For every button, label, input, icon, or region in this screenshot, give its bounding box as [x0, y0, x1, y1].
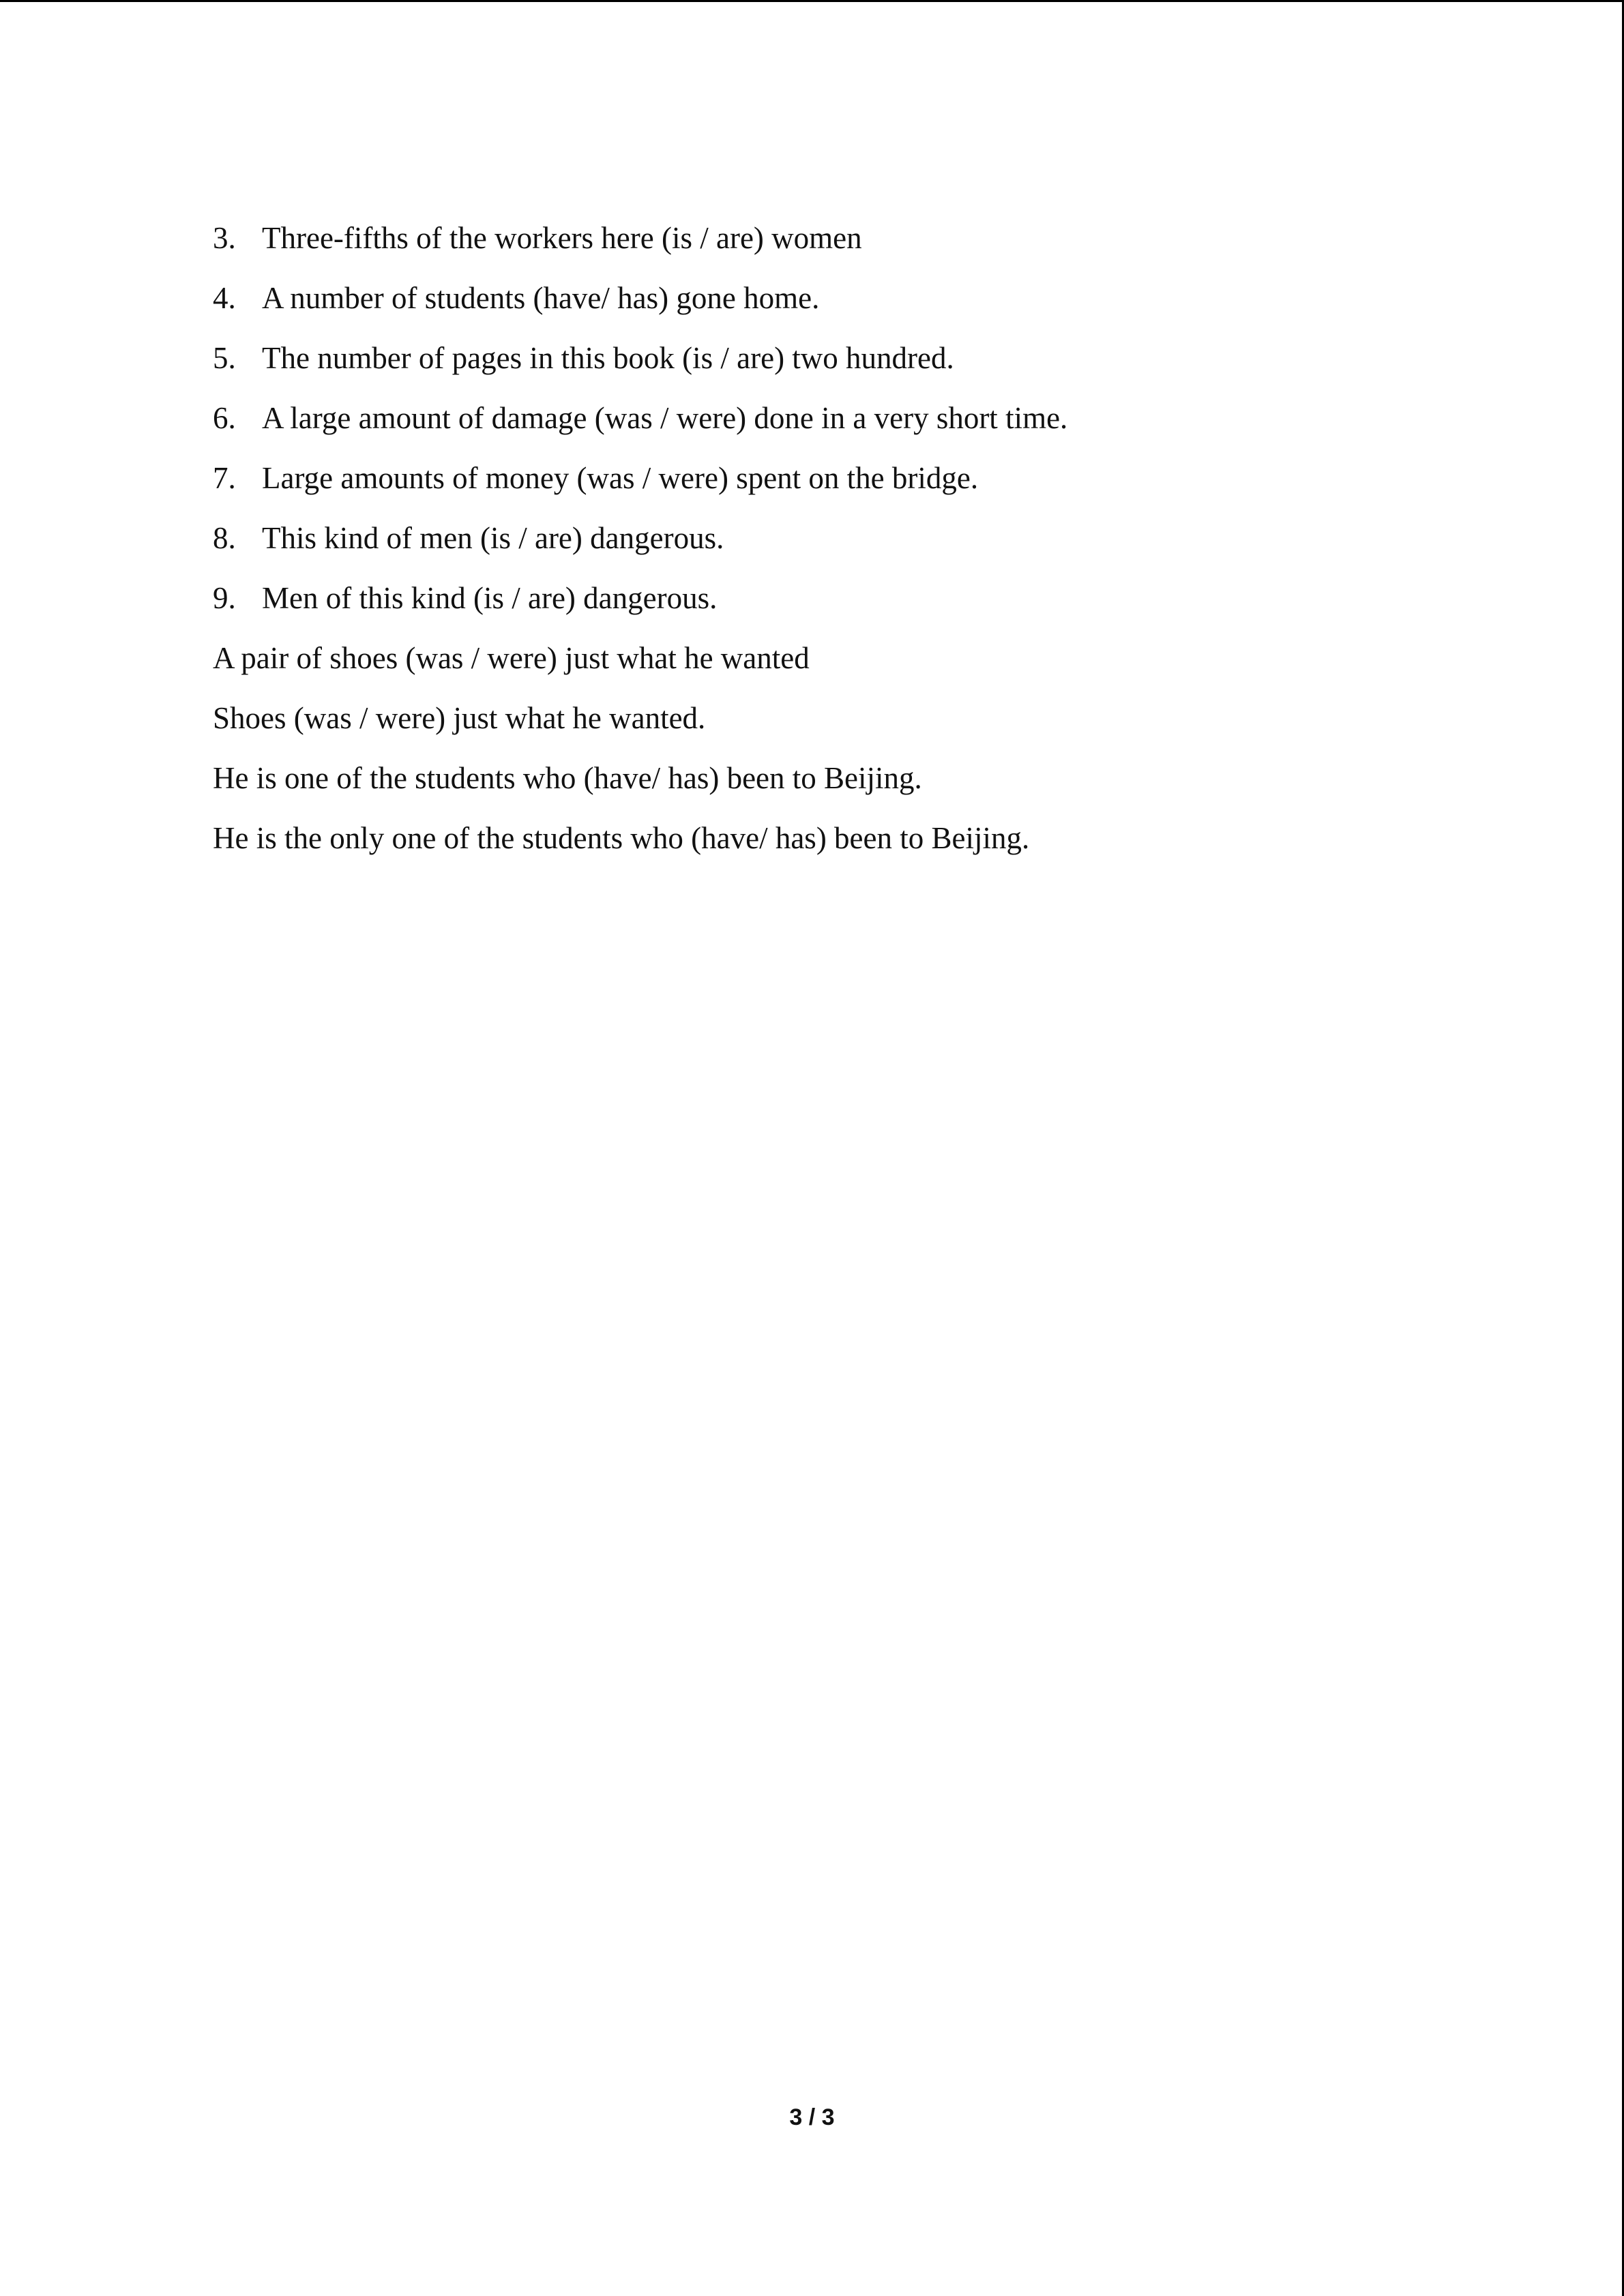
sentence-text: He is the only one of the students who (have/ has) been to Beijing.	[213, 821, 1030, 855]
exercise-item-6	[213, 393, 1509, 453]
exercise-item-8	[213, 513, 1509, 573]
item-text: A number of students (have/ has) gone home.	[262, 281, 820, 315]
page-number: 3 / 3	[789, 2104, 835, 2130]
exercise-sentence	[213, 814, 1509, 874]
item-text: A large amount of damage (was / were) done in a very short time.	[262, 401, 1068, 435]
item-text: Men of this kind (is / are) dangerous.	[262, 581, 718, 615]
exercise-sentence	[213, 754, 1509, 814]
item-number: 8.	[213, 521, 236, 555]
item-text: The number of pages in this book (is / are) two hundred.	[262, 341, 954, 375]
sentence-text: Shoes (was / were) just what he wanted.	[213, 701, 706, 735]
item-number: 3.	[213, 221, 236, 255]
item-text: This kind of men (is / are) dangerous.	[262, 521, 724, 555]
item-number: 9.	[213, 581, 236, 615]
item-number: 7.	[213, 461, 236, 495]
exercise-item-7	[213, 453, 1509, 513]
exercise-item-9	[213, 573, 1509, 633]
exercise-item-5	[213, 333, 1509, 393]
item-number: 4.	[213, 281, 236, 315]
item-number: 5.	[213, 341, 236, 375]
exercise-sentence	[213, 633, 1509, 694]
exercise-item-4	[213, 273, 1509, 333]
item-text: Large amounts of money (was / were) spent on the bridge.	[262, 461, 979, 495]
exercise-list	[213, 213, 1509, 874]
sentence-text: A pair of shoes (was / were) just what he wanted	[213, 641, 810, 675]
sentence-text: He is one of the students who (have/ has) been to Beijing.	[213, 761, 922, 795]
item-number: 6.	[213, 401, 236, 435]
exercise-sentence	[213, 694, 1509, 754]
exercise-item-3	[213, 213, 1509, 273]
item-text: Three-fifths of the workers here (is / are) women	[262, 221, 862, 255]
